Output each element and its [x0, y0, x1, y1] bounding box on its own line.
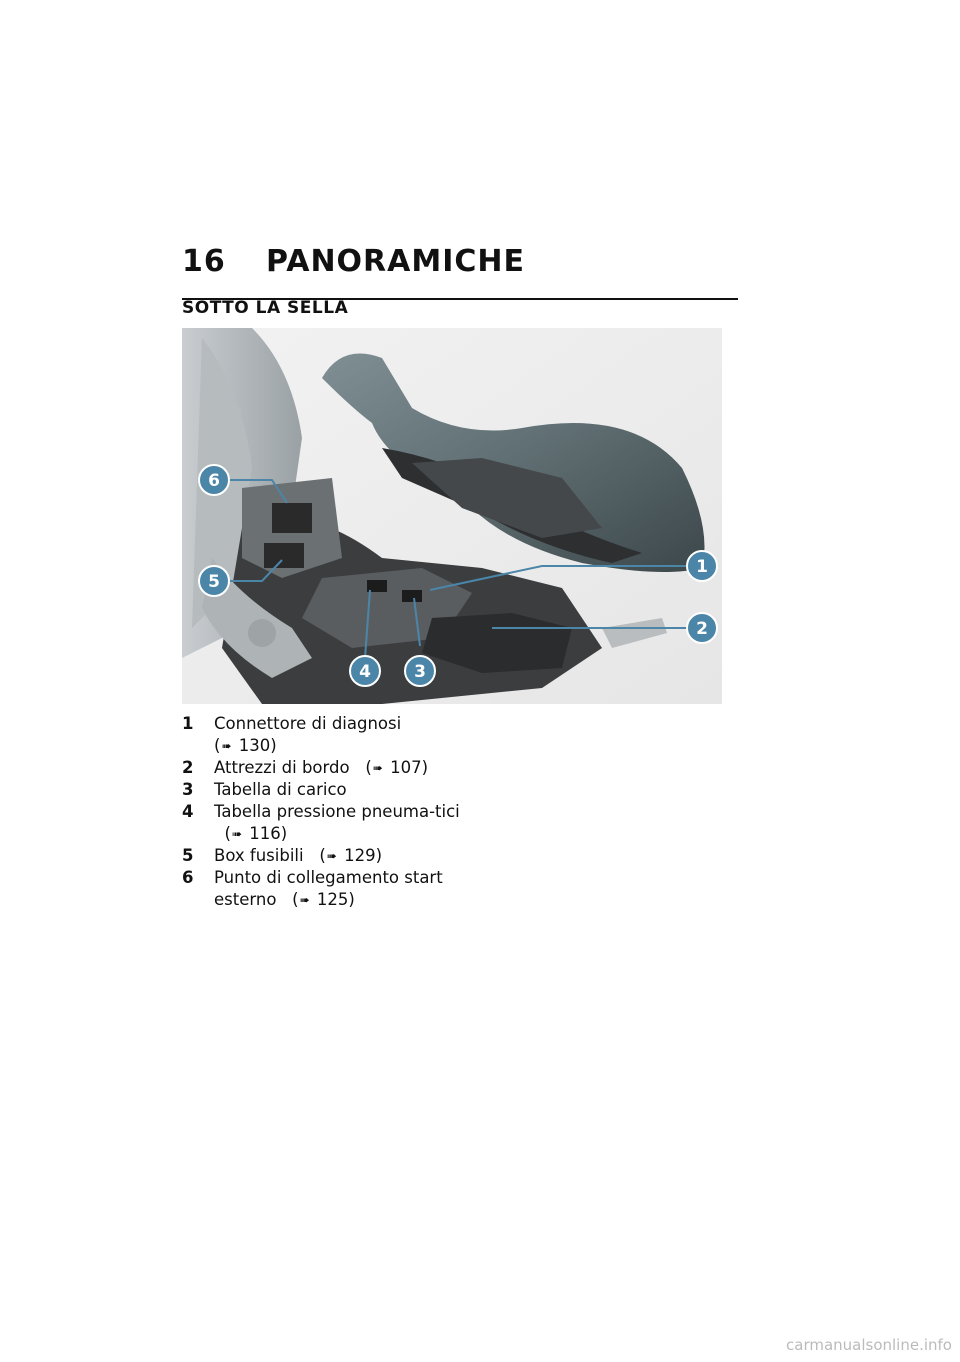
legend-text: Tabella di carico [214, 780, 347, 799]
callout-3 [405, 656, 435, 686]
ref-open: ( [365, 758, 372, 777]
ref-page: 130 [238, 736, 271, 755]
ref-close: ) [348, 890, 355, 909]
legend-number: 3 [182, 780, 194, 799]
ref-open: ( [292, 890, 299, 909]
page-reference-link[interactable] [282, 890, 355, 909]
ref-page: 125 [316, 890, 349, 909]
legend-item-4 [182, 801, 472, 845]
ref-open: ( [214, 736, 221, 755]
ref-page: 107 [390, 758, 422, 777]
callout-4-label: 4 [359, 662, 371, 682]
legend-number: 2 [182, 758, 194, 777]
callout-5 [199, 566, 229, 596]
page-reference-link[interactable] [309, 846, 382, 865]
legend-item-5 [182, 845, 472, 867]
arrow-right-icon: ➠ [326, 849, 337, 863]
callout-6 [199, 465, 229, 495]
under-seat-figure [182, 328, 722, 704]
legend-text: Box fusibili [214, 846, 304, 865]
legend-item-6 [182, 867, 472, 911]
callout-5-label: 5 [208, 572, 220, 592]
callout-3-label: 3 [414, 662, 426, 682]
callout-1 [687, 551, 717, 581]
arrow-right-icon: ➠ [299, 893, 310, 907]
ref-open: ( [319, 846, 326, 865]
legend-text: Tabella pressione pneuma-tici [214, 802, 460, 821]
ref-close: ) [375, 846, 383, 865]
watermark: carmanualsonline.info [786, 1336, 952, 1354]
motorcycle-under-seat-illustration [182, 328, 722, 704]
ref-close: ) [421, 758, 429, 777]
ref-close: ) [280, 824, 288, 843]
legend-item-3 [182, 779, 472, 801]
page-header [182, 238, 738, 300]
arrow-right-icon: ➠ [221, 739, 232, 753]
ref-page: 116 [249, 824, 281, 843]
ref-open: ( [224, 824, 231, 843]
callout-2 [687, 613, 717, 643]
legend-number: 1 [182, 714, 194, 733]
chapter-title: PANORAMICHE [266, 244, 526, 279]
section-title: SOTTO LA SELLA [182, 298, 349, 318]
page-reference-link[interactable] [214, 736, 277, 755]
ref-close: ) [270, 736, 277, 755]
legend-item-1 [182, 713, 472, 757]
page-reference-link[interactable] [214, 824, 287, 843]
legend-number: 6 [182, 868, 194, 887]
legend-number: 5 [182, 846, 194, 865]
legend-text: Punto di collegamento start esterno [214, 868, 443, 909]
figure-legend [182, 713, 472, 911]
page-reference-link[interactable] [355, 758, 428, 777]
arrow-right-icon: ➠ [231, 827, 242, 841]
callout-4 [350, 656, 380, 686]
legend-number: 4 [182, 802, 194, 821]
callout-6-label: 6 [208, 471, 220, 491]
page-number: 16 [182, 244, 226, 279]
legend-text: Attrezzi di bordo [214, 758, 350, 777]
callout-2-label: 2 [696, 619, 708, 639]
legend-text: Connettore di diagnosi [214, 714, 402, 733]
legend-item-2 [182, 757, 472, 779]
callout-1-label: 1 [696, 557, 708, 577]
ref-page: 129 [344, 846, 376, 865]
arrow-right-icon: ➠ [372, 761, 383, 775]
